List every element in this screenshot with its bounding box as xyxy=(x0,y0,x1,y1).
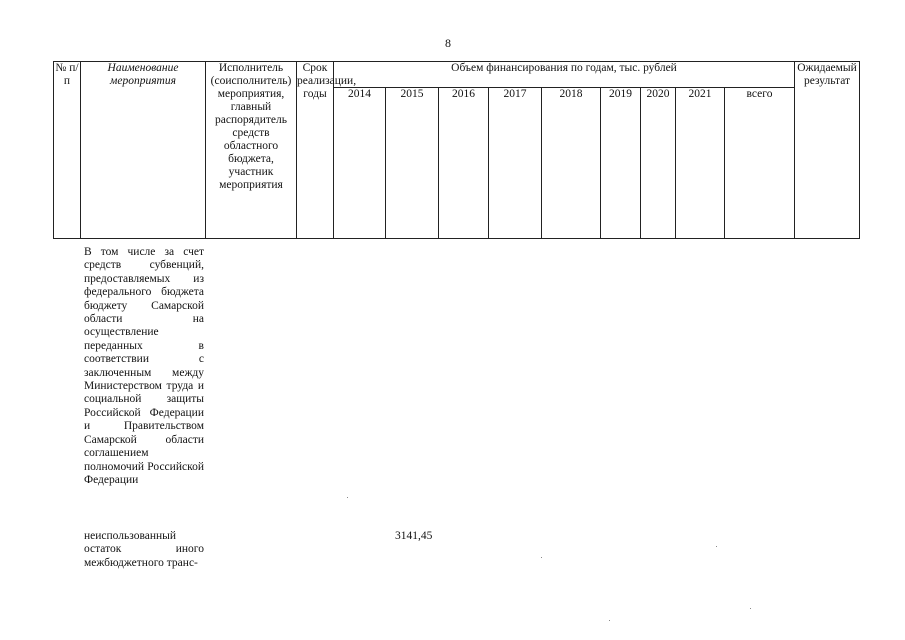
header-number: № п/п xyxy=(54,62,81,239)
header-year-2021: 2021 xyxy=(676,88,725,239)
scan-speck xyxy=(609,620,610,621)
funding-table-header xyxy=(53,61,860,239)
row-unused-balance-description: неиспользованный остаток иного межбюджетного транс- xyxy=(84,530,204,569)
header-funding: Объем финансирования по годам, тыс. рублей xyxy=(334,62,795,88)
row-unused-balance-value-2015: 3141,45 xyxy=(395,530,433,542)
header-term: Срок реализации, годы xyxy=(297,62,334,239)
header-expected-result: Ожидаемый результат xyxy=(795,62,860,239)
header-year-2019: 2019 xyxy=(601,88,641,239)
header-total: всего xyxy=(725,88,795,239)
header-year-2016: 2016 xyxy=(439,88,489,239)
page-number: 8 xyxy=(445,36,451,50)
header-year-2014: 2014 xyxy=(334,88,386,239)
header-year-2017: 2017 xyxy=(489,88,542,239)
header-year-2018: 2018 xyxy=(542,88,601,239)
scan-speck xyxy=(750,608,751,609)
scan-speck xyxy=(716,546,717,547)
scan-speck xyxy=(347,497,348,498)
header-name: Наименование мероприятия xyxy=(81,62,206,239)
header-year-2015: 2015 xyxy=(386,88,439,239)
row-subventions-description: В том числе за счет средств субвенций, предоставляемых из федерального бюджета бюджету Самарской области на осуществление переданных в соответствии с заключенным между Министерством труда и социальной защиты Российской Федерации и Правительством Самарской области соглашением полномочий Российской Федерации xyxy=(84,246,204,486)
scan-speck xyxy=(541,557,542,558)
header-year-2020: 2020 xyxy=(641,88,676,239)
header-executor: Исполнитель (соисполнитель) мероприятия, главный распорядитель средств областного бюджета, участник мероприятия xyxy=(206,62,297,239)
